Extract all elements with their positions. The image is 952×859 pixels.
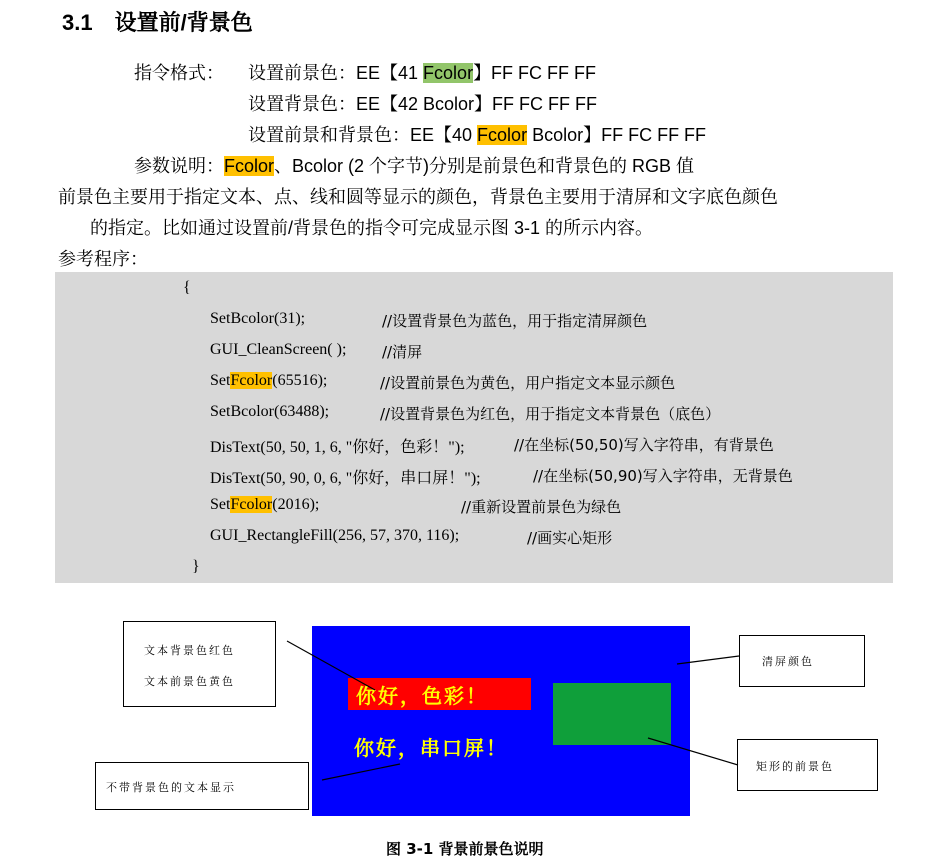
code-line: SetFcolor(65516); (210, 372, 328, 389)
callout-no-bg-text: 不带背景色的文本显示 (106, 781, 236, 794)
code-comment: //设置前景色为黄色，用户指定文本显示颜色 (380, 374, 676, 392)
format-label: 指令格式： (134, 63, 224, 83)
ref-label: 参考程序： (58, 249, 148, 269)
highlight-fcolor: Fcolor (423, 63, 474, 83)
code-comment: //设置背景色为蓝色，用于指定清屏颜色 (382, 312, 648, 330)
code-line: GUI_CleanScreen( ); (210, 341, 347, 358)
code-line: SetBcolor(63488); (210, 403, 330, 420)
figure-text-2: 你好，串口屏！ (354, 736, 508, 760)
callout-bg-red: 文本背景色红色 (144, 644, 235, 657)
leader-line (322, 764, 400, 780)
code-comment: //设置背景色为红色，用于指定文本背景色（底色） (380, 405, 721, 423)
desc-line-1: 前景色主要用于指定文本、点、线和圆等显示的颜色，背景色主要用于清屏和文字底色颜色 (58, 187, 778, 207)
highlight-fcolor: Fcolor (224, 156, 275, 176)
code-line: GUI_RectangleFill(256, 57, 370, 116); (210, 527, 460, 544)
leader-line (648, 738, 738, 765)
desc-line-2: 的指定。比如通过设置前/背景色的指令可完成显示图 3-1 的所示内容。 (90, 218, 654, 238)
code-brace-close: } (192, 558, 200, 575)
code-comment: //画实心矩形 (527, 529, 613, 547)
highlight-fcolor: Fcolor (230, 496, 273, 513)
highlight-fcolor: Fcolor (477, 125, 528, 145)
format-line-bg: 设置背景色：EE【42 Bcolor】FF FC FF FF (248, 94, 598, 114)
figure-caption: 图 3-1 背景前景色说明 (386, 840, 544, 858)
code-comment: //重新设置前景色为绿色 (461, 498, 622, 516)
code-comment: //清屏 (382, 343, 423, 361)
code-line: DisText(50, 50, 1, 6, "你好，色彩！"); (210, 439, 465, 456)
callout-fg-yellow: 文本前景色黄色 (144, 675, 235, 688)
format-line-both: 设置前景和背景色：EE【40 Fcolor Bcolor】FF FC FF FF (248, 125, 707, 145)
callout-clear-color-text: 清屏颜色 (762, 655, 814, 668)
leader-line (677, 656, 739, 664)
format-line-fg: 设置前景色：EE【41 Fcolor】FF FC FF FF (248, 63, 597, 83)
code-comment: //在坐标(50,50)写入字符串，有背景色 (514, 436, 774, 454)
code-brace-open: { (183, 279, 191, 296)
callout-rect-fg-text: 矩形的前景色 (756, 760, 834, 773)
code-line: SetFcolor(2016); (210, 496, 320, 513)
leader-line (287, 641, 375, 690)
code-line: DisText(50, 90, 0, 6, "你好，串口屏！"); (210, 470, 481, 487)
code-line: SetBcolor(31); (210, 310, 306, 327)
highlight-fcolor: Fcolor (230, 372, 273, 389)
params-line: 参数说明：Fcolor、Bcolor (2 个字节)分别是前景色和背景色的 RGB 值 (134, 156, 695, 176)
figure-text-1: 你好，色彩！ (356, 684, 488, 708)
section-title: 设置前/背景色 (114, 10, 253, 35)
code-comment: //在坐标(50,90)写入字符串，无背景色 (533, 467, 793, 485)
section-number: 3.1 (62, 10, 93, 35)
